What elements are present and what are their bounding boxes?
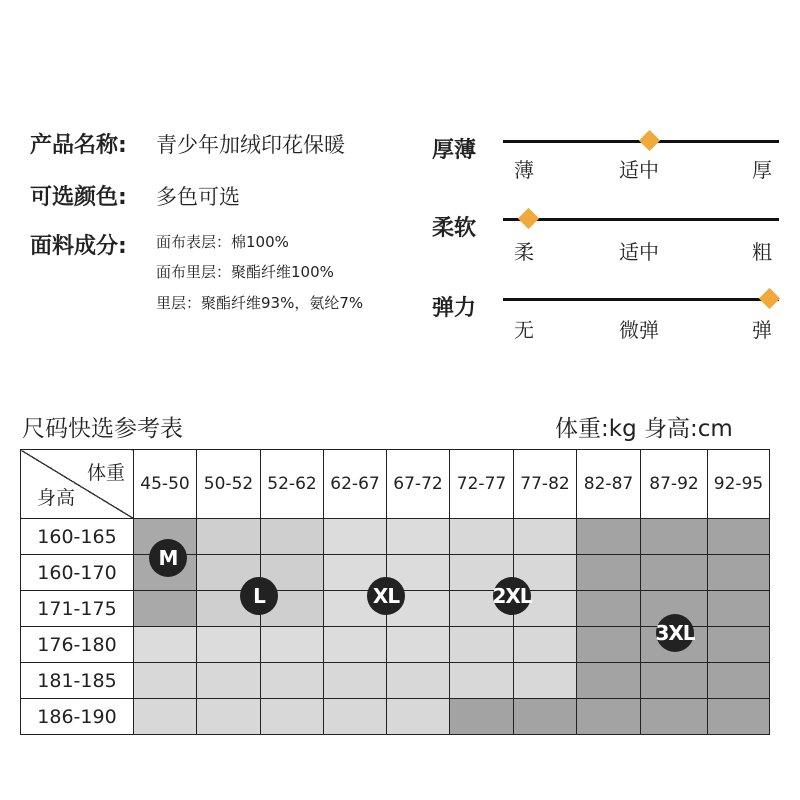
softness-title: 柔软	[432, 216, 477, 241]
size-cell	[641, 519, 708, 555]
size-cell	[324, 699, 387, 735]
elasticity-tick-mid: 微弹	[619, 318, 659, 342]
fabric-line-1: 面布表层：棉100%	[156, 233, 289, 251]
size-badge-xl: XL	[367, 577, 405, 615]
size-cell	[514, 699, 577, 735]
fabric-label: 面料成分:	[30, 234, 127, 259]
weight-header: 82-87	[577, 450, 641, 519]
size-cell	[450, 519, 514, 555]
size-cell	[134, 699, 197, 735]
size-cell	[708, 627, 770, 663]
elasticity-tick-high: 弹	[752, 318, 772, 342]
size-cell	[708, 519, 770, 555]
product-name-value: 青少年加绒印花保暖	[156, 133, 345, 157]
size-cell	[197, 699, 261, 735]
fabric-line-2: 面布里层：聚酯纤维100%	[156, 263, 334, 281]
table-row	[21, 519, 770, 555]
size-cell	[197, 627, 261, 663]
table-row	[21, 699, 770, 735]
size-cell	[708, 591, 770, 627]
elasticity-title: 弹力	[432, 296, 477, 321]
weight-header: 50-52	[197, 450, 261, 519]
fabric-line-3: 里层：聚酯纤维93%，氨纶7%	[156, 294, 364, 312]
size-cell	[261, 699, 324, 735]
size-cell	[708, 699, 770, 735]
size-badge-3xl: 3XL	[656, 614, 694, 652]
table-row	[21, 663, 770, 699]
size-cell	[387, 663, 450, 699]
height-header: 176-180	[21, 627, 134, 663]
color-value: 多色可选	[156, 185, 240, 209]
elasticity-scale-line	[503, 298, 779, 301]
size-cell	[261, 627, 324, 663]
size-cell	[641, 555, 708, 591]
weight-header: 92-95	[708, 450, 770, 519]
height-header: 171-175	[21, 591, 134, 627]
size-cell	[577, 519, 641, 555]
size-cell	[577, 591, 641, 627]
size-badge-l: L	[240, 577, 278, 615]
size-cell	[450, 663, 514, 699]
height-header: 186-190	[21, 699, 134, 735]
size-chart-title: 尺码快选参考表	[22, 416, 183, 442]
thickness-title: 厚薄	[432, 138, 477, 163]
size-cell	[197, 663, 261, 699]
weight-header: 62-67	[324, 450, 387, 519]
weight-header: 87-92	[641, 450, 708, 519]
elasticity-level-marker	[759, 288, 780, 309]
size-badge-m: M	[149, 539, 187, 577]
size-cell	[134, 591, 197, 627]
size-cell	[450, 699, 514, 735]
size-cell	[387, 519, 450, 555]
table-corner-cell	[21, 450, 134, 519]
size-cell	[324, 519, 387, 555]
size-cell	[708, 663, 770, 699]
size-cell	[514, 627, 577, 663]
units-note: 体重:kg 身高:cm	[555, 416, 733, 442]
height-header: 160-170	[21, 555, 134, 591]
size-cell	[577, 627, 641, 663]
size-cell	[197, 519, 261, 555]
size-cell	[387, 699, 450, 735]
weight-header: 72-77	[450, 450, 514, 519]
size-cell	[577, 663, 641, 699]
size-cell	[324, 627, 387, 663]
weight-header: 52-62	[261, 450, 324, 519]
size-cell	[387, 627, 450, 663]
weight-header: 45-50	[134, 450, 197, 519]
size-badge-2xl: 2XL	[493, 577, 531, 615]
thickness-tick-low: 薄	[514, 158, 534, 182]
height-axis-label: 身高	[37, 487, 76, 509]
size-cell	[261, 519, 324, 555]
size-cell	[514, 519, 577, 555]
elasticity-tick-low: 无	[514, 318, 534, 342]
softness-tick-low: 柔	[514, 240, 534, 264]
thickness-tick-mid: 适中	[619, 158, 659, 182]
weight-header: 67-72	[387, 450, 450, 519]
thickness-tick-high: 厚	[752, 158, 772, 182]
size-cell	[514, 663, 577, 699]
size-cell	[324, 663, 387, 699]
size-cell	[708, 555, 770, 591]
thickness-level-marker	[638, 130, 659, 151]
weight-header: 77-82	[514, 450, 577, 519]
size-cell	[261, 663, 324, 699]
softness-level-marker	[518, 208, 539, 229]
weight-axis-label: 体重	[86, 462, 125, 484]
size-cell	[577, 555, 641, 591]
size-cell	[641, 699, 708, 735]
size-cell	[134, 627, 197, 663]
height-header: 181-185	[21, 663, 134, 699]
softness-tick-high: 粗	[752, 240, 772, 264]
size-cell	[134, 663, 197, 699]
size-cell	[450, 627, 514, 663]
color-label: 可选颜色:	[30, 185, 127, 210]
size-cell	[641, 663, 708, 699]
size-cell	[577, 699, 641, 735]
height-header: 160-165	[21, 519, 134, 555]
softness-scale-line	[503, 218, 779, 221]
softness-tick-mid: 适中	[619, 240, 659, 264]
product-name-label: 产品名称:	[30, 133, 127, 158]
